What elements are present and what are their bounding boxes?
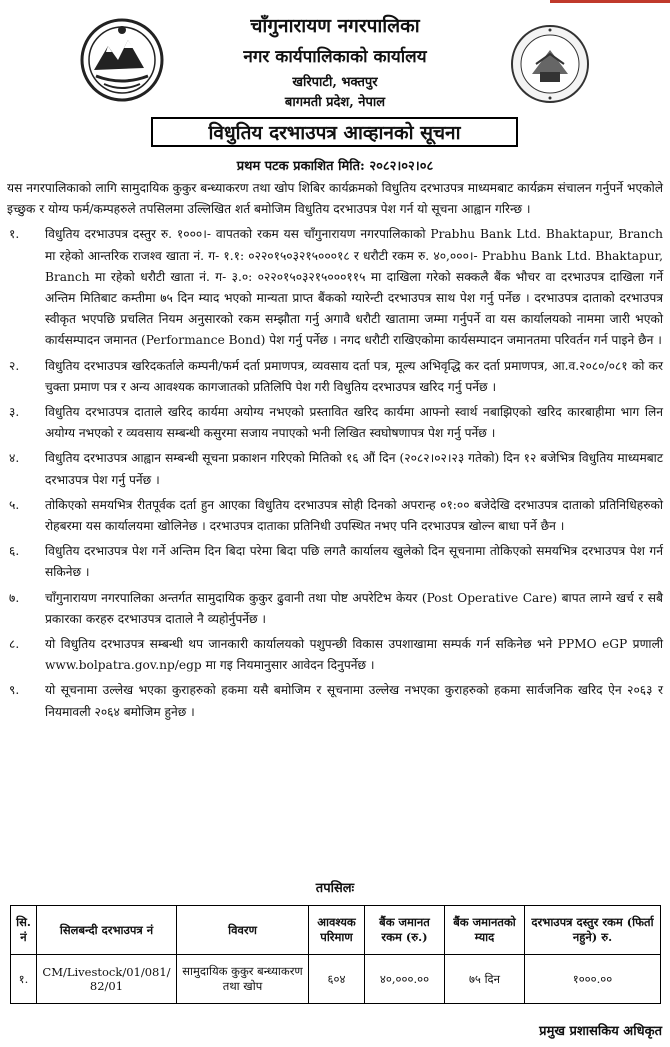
condition-item	[7, 541, 663, 583]
condition-number: ४.	[9, 451, 20, 466]
column-header: विवरण	[177, 906, 309, 955]
intro-paragraph: यस नगरपालिकाको लागि सामुदायिक कुकुर बन्ध्याकरण तथा खोप शिबिर कार्यक्रमको विधुतिय दरभाउपत्र माध्यमबाट कार्यक्रम संचालन गर्नुपर्ने भएकोले इच्छुक र योग्य फर्म/कम्पहरुले तपसिलमा उल्लिखित शर्त बमोजिम विधुतिय दरभाउपत्र पेश गर्न यो सूचना आह्वान गरिन्छ ।	[7, 181, 663, 217]
table-header-row	[11, 906, 661, 955]
condition-text: यो विधुतिय दरभाउपत्र सम्बन्धी थप जानकारी कार्यालयको पशुपन्छी विकास उपशाखामा सम्पर्क गर्न सकिनेछ भने PPMO eGP प्रणाली www.bolpatra.gov.np/egp मा गइ नियमानुसार आवेदन दिनुपर्नेछ ।	[45, 637, 663, 673]
notice-title: विधुतिय दरभाउपत्र आव्हानको सूचना	[151, 117, 518, 147]
table-cell: CM/Livestock/01/081/ 82/01	[37, 955, 177, 1004]
condition-item	[7, 680, 663, 722]
column-header: दरभाउपत्र दस्तुर रकम (फिर्ता नहुने) रु.	[525, 906, 661, 955]
condition-item	[7, 356, 663, 398]
office-name: नगर कार्यपालिकाको कार्यालय	[243, 47, 427, 67]
table-row	[11, 955, 661, 1004]
column-header: आवश्यक परिमाण	[309, 906, 365, 955]
office-province: बागमती प्रदेश, नेपाल	[284, 95, 386, 110]
condition-number: २.	[9, 358, 20, 373]
municipality-seal-icon	[510, 24, 590, 104]
table-cell: ४०,०००.००	[365, 955, 445, 1004]
schedule-title: तपसिलः	[315, 881, 355, 896]
table-cell: ७५ दिन	[445, 955, 525, 1004]
condition-text: यो सूचनामा उल्लेख भएका कुराहरुको हकमा यसै बमोजिम र सूचनामा उल्लेख नभएका कुराहरुको हकमा सार्वजनिक खरिद ऐन २०६३ र नियमावली २०६४ बमोजिम हुनेछ ।	[45, 683, 663, 719]
condition-text: विधुतिय दरभाउपत्र दाताले खरिद कार्यमा अयोग्य नभएको प्रस्तावित खरिद कार्यमा आफ्नो स्वार्थ नबाझिएको खरिद कारबाहीमा भाग लिन अयोग्य नभएको र व्यवसाय सम्बन्धी कसुरमा सजाय नपाएको भनी लिखित स्वघोषणापत्र पेश गर्नु पर्नेछ ।	[45, 405, 663, 441]
condition-item	[7, 495, 663, 537]
top-accent-rule	[550, 0, 670, 3]
municipality-name: चाँगुनारायण नगरपालिका	[250, 15, 420, 37]
condition-number: ८.	[9, 637, 20, 652]
table-cell: १०००.००	[525, 955, 661, 1004]
condition-number: ६.	[9, 544, 20, 559]
table-cell: ६०४	[309, 955, 365, 1004]
condition-text: विधुतिय दरभाउपत्र आह्वान सम्बन्धी सूचना प्रकाशन गरिएको मितिको १६ औं दिन (२०८२।०२।२३ गतेको) दिन १२ बजेभित्र विधुतिय माध्यमबाट दरभाउपत्र पेश गर्नु पर्नेछ ।	[45, 451, 663, 487]
condition-text: विधुतिय दरभाउपत्र पेश गर्ने अन्तिम दिन बिदा परेमा बिदा पछि लगतै कार्यालय खुलेको दिन सूचनामा तोकिएको समयभित्र दरभाउपत्र पेश गर्न सकिनेछ ।	[45, 544, 663, 580]
table-cell: सामुदायिक कुकुर बन्ध्याकरण तथा खोप	[177, 955, 309, 1004]
condition-item	[7, 224, 663, 351]
condition-text: विधुतिय दरभाउपत्र दस्तुर रु. १०००।- वापतको रकम यस चाँगुनारायण नगरपालिकाको Prabhu Bank Ltd. Bhaktapur, Branch मा रहेको आन्तरिक राजश्व खाता नं. ग- १.१: ०२२०१५०३२१५०००१८ र धरौटी रकम रु. ४०,०००।- Prabhu Bank Ltd. Bhaktapur, Branch मा रहेको धरौटी खाता नं. ग- ३.०: ०२२०१५०३२१५०००११५ मा दाखिला गरेको सक्कलै बैंक भौचर वा दरभाउपत्र दाखिला गर्ने अन्तिम मितिबाट कम्तीमा ७५ दिन म्याद भएको मान्यता प्राप्त बैंकको ग्यारेन्टी दरभाउपत्र साथ पेश गर्नु पर्नेछ । दरभाउपत्र दाताको दरभाउपत्र स्वीकृत भएपछि प्रचलित नियम अनुसारको रकम सम्झौता गर्नु अगावै धरौटी खातामा जम्मा गर्नुपर्ने वा यस कार्यालयको नाममा जारी भएको कार्यसम्पादन जमानत (Performance Bond) पेश गर्नु पर्नेछ । नगद धरौटी राखिएकोमा कार्यसम्पादन जमानतमा परिवर्तन गर्न पाइने छैन ।	[45, 227, 663, 348]
condition-number: ३.	[9, 405, 20, 420]
letterhead	[0, 8, 670, 118]
condition-text: विधुतिय दरभाउपत्र खरिदकर्ताले कम्पनी/फर्म दर्ता प्रमाणपत्र, व्यवसाय दर्ता पत्र, मूल्य अभिवृद्धि कर दर्ता प्रमाणपत्र, आ.व.२०८०/०८१ को कर चुक्ता प्रमाण पत्र र अन्य आवश्यक कागजातको प्रतिलिपि पेश गरी विधुतिय दरभाउपत्र खरिद गर्नु पर्नेछ ।	[45, 358, 663, 394]
condition-number: १.	[9, 227, 20, 242]
notice-body	[7, 178, 663, 727]
condition-item	[7, 402, 663, 444]
condition-text: चाँगुनारायण नगरपालिका अन्तर्गत सामुदायिक कुकुर ढुवानी तथा पोष्ट अपरेटिभ केयर (Post Operative Care) बापत लाग्ने खर्च र सबै प्रकारका करहरु दरभाउपत्र दाताले नै व्यहोर्नुपर्नेछ ।	[45, 590, 663, 626]
column-header: बैंक जमानतको म्याद	[445, 906, 525, 955]
signatory-title: प्रमुख प्रशासकिय अधिकृत	[539, 1024, 662, 1039]
condition-item	[7, 634, 663, 676]
column-header: सि. नं	[11, 906, 37, 955]
publication-date: प्रथम पटक प्रकाशित मिति: २०८२।०२।०८	[236, 159, 434, 174]
column-header: बैंक जमानत रकम (रु.)	[365, 906, 445, 955]
office-location: खरिपाटी, भक्तपुर	[292, 75, 378, 90]
condition-item	[7, 448, 663, 490]
condition-number: ५.	[9, 497, 20, 512]
condition-number: ७.	[9, 590, 20, 605]
table-cell: १.	[11, 955, 37, 1004]
condition-text: तोकिएको समयभित्र रीतपूर्वक दर्ता हुन आएका विधुतिय दरभाउपत्र सोही दिनको अपरान्ह ०१:०० बजेदेखि दरभाउपत्र दाताको प्रतिनिधिहरुको रोहबरमा यस कार्यालयमा खोलिनेछ । दरभाउपत्र दाताका प्रतिनिधी उपस्थित नभए पनि दरभाउपत्र खोल्न बाधा पर्ने छैन ।	[45, 497, 663, 534]
column-header: सिलबन्दी दरभाउपत्र नं	[37, 906, 177, 955]
condition-item	[7, 588, 663, 630]
schedule-table	[10, 905, 661, 1004]
condition-number: ९.	[9, 683, 20, 698]
